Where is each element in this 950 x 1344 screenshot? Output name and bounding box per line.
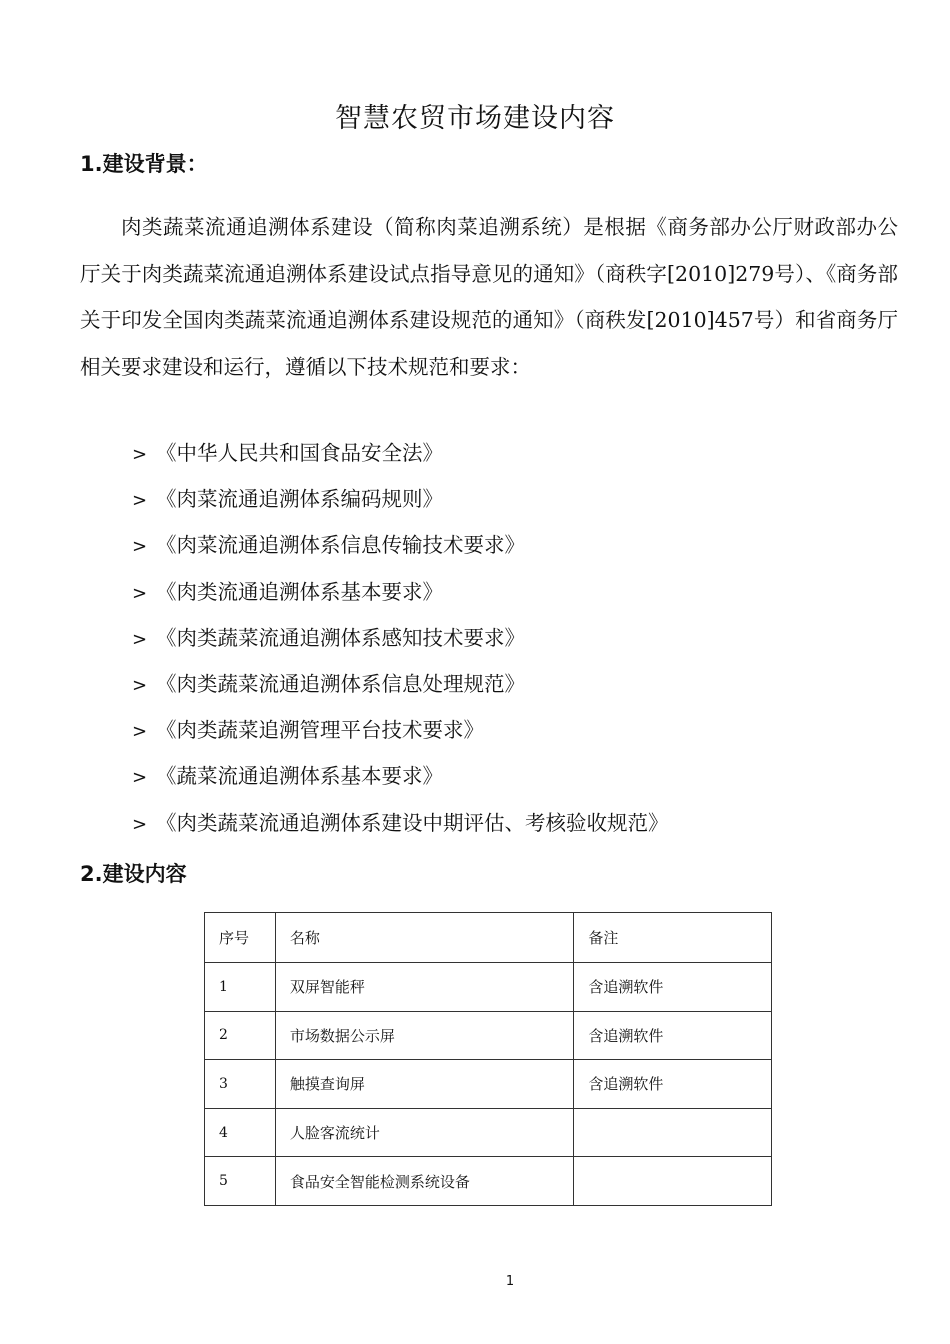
row-name: 食品安全智能检测系统设备 [275,1157,573,1206]
list-marker: > [132,674,148,696]
table-row [205,963,772,1012]
background-paragraph: 肉类蔬菜流通追溯体系建设（简称肉菜追溯系统）是根据《商务部办公厅财政部办公厅关于肉类蔬菜流通追溯体系建设试点指导意见的通知》（商秩字[2010]279号）、《商务部关于印发全国肉类蔬菜流通追溯体系建设规范的通知》（商秩发[2010]457号）和省商务厅相关要求建设和运行，遵循以下技术规范和要求： [80,215,898,379]
standard-title: 《肉类蔬菜流通追溯体系感知技术要求》 [156,625,525,650]
row-name: 触摸查询屏 [275,1060,573,1109]
row-note: 含追溯软件 [574,1011,772,1060]
list-item [132,800,669,846]
list-item [132,476,669,522]
list-item [132,569,669,615]
row-number: 1 [205,963,276,1012]
row-note: 含追溯软件 [574,963,772,1012]
row-name: 市场数据公示屏 [275,1011,573,1060]
column-header-name: 名称 [275,913,573,963]
row-name: 双屏智能秤 [275,963,573,1012]
list-marker: > [132,721,148,743]
list-item [132,430,669,476]
row-number: 4 [205,1108,276,1157]
list-marker: > [132,490,148,512]
page-number: 1 [505,1274,515,1289]
standard-title: 《肉菜流通追溯体系信息传输技术要求》 [156,533,525,558]
standard-title: 《肉菜流通追溯体系编码规则》 [156,487,443,512]
column-header-number: 序号 [205,913,276,963]
standard-title: 《肉类蔬菜流通追溯体系建设中期评估、考核验收规范》 [156,810,669,835]
section-heading-content: 2.建设内容 [80,862,187,886]
row-note [574,1157,772,1206]
list-marker: > [132,628,148,650]
list-item [132,707,669,753]
standards-list [132,430,669,846]
standard-title: 《肉类流通追溯体系基本要求》 [156,579,443,604]
table-row [205,1157,772,1206]
column-header-note: 备注 [574,913,772,963]
row-name: 人脸客流统计 [275,1108,573,1157]
list-item [132,661,669,707]
table-header-row [205,913,772,963]
list-marker: > [132,767,148,789]
row-note: 含追溯软件 [574,1060,772,1109]
standard-title: 《中华人民共和国食品安全法》 [156,441,443,465]
row-number: 2 [205,1011,276,1060]
table-row [205,1011,772,1060]
standard-title: 《肉类蔬菜流通追溯体系信息处理规范》 [156,671,525,696]
standard-title: 《肉类蔬菜追溯管理平台技术要求》 [156,718,484,743]
list-marker: > [132,536,148,558]
list-marker: > [132,813,148,835]
document-title: 智慧农贸市场建设内容 [335,103,615,135]
row-number: 5 [205,1157,276,1206]
row-number: 3 [205,1060,276,1109]
list-marker: > [132,582,148,604]
list-item [132,522,669,568]
table-row [205,1060,772,1109]
list-item [132,615,669,661]
construction-items-table [204,912,772,1206]
list-item [132,753,669,799]
standard-title: 《蔬菜流通追溯体系基本要求》 [156,764,443,789]
list-marker: > [132,444,148,465]
table-row [205,1108,772,1157]
row-note [574,1108,772,1157]
section-heading-background: 1.建设背景： [80,152,208,176]
